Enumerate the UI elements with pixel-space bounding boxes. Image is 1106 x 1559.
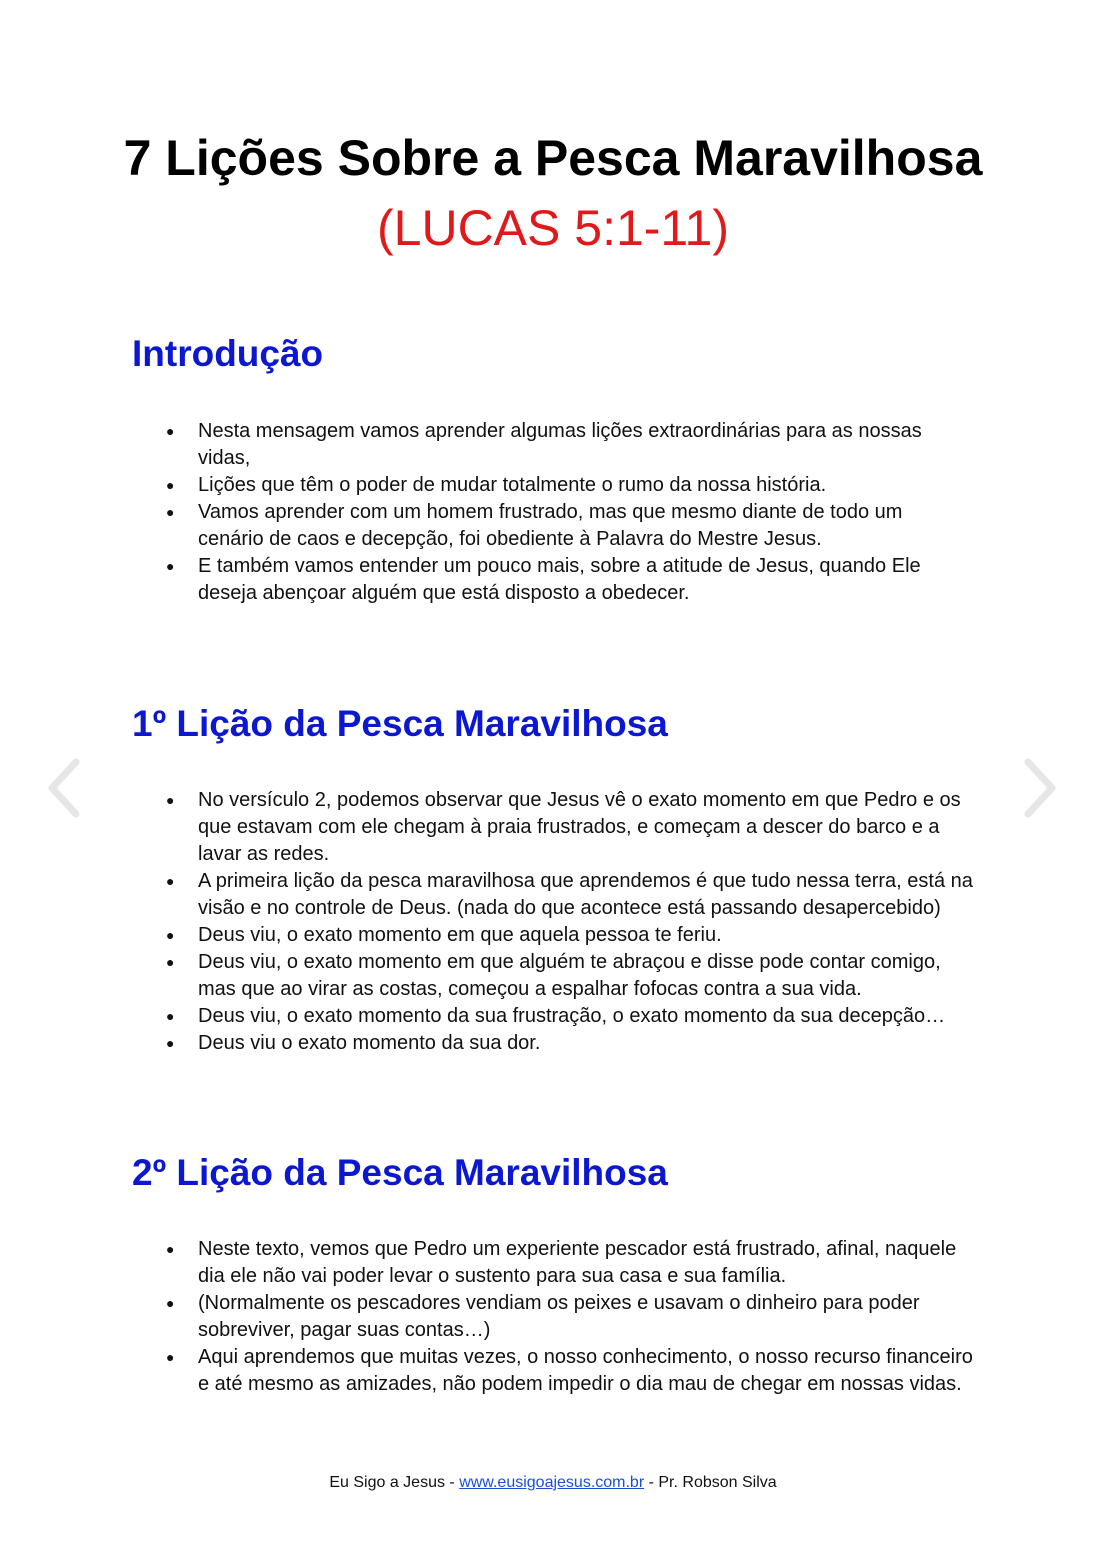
list-item-text: Neste texto, vemos que Pedro um experiente pescador está frustrado, afinal, naquele dia ele não vai poder levar o sustento para sua casa e sua família. [198, 1238, 957, 1287]
page-footer [0, 1472, 1106, 1494]
list-item [0, 1344, 973, 1398]
list-item-text: A primeira lição da pesca maravilhosa que aprendemos é que tudo nessa terra, está na visão e no controle de Deus. (nada do que acontece está passando desapercebido) [198, 870, 973, 919]
footer-suffix: - Pr. Robson Silva [644, 1474, 777, 1491]
bullet-icon: ● [166, 1295, 175, 1311]
list-item [0, 1290, 973, 1344]
bullet-icon: ● [166, 558, 175, 574]
bullet-icon: ● [166, 1035, 175, 1051]
list-item [0, 922, 973, 949]
list-item-text: Deus viu, o exato momento da sua frustração, o exato momento da sua decepção… [198, 1005, 946, 1027]
bullet-icon: ● [166, 927, 175, 943]
list-item [0, 1236, 973, 1290]
section-heading-licao-1: 1º Lição da Pesca Maravilhosa [132, 703, 668, 744]
list-item [0, 499, 973, 553]
list-item [0, 1003, 973, 1030]
chevron-left-icon [44, 758, 84, 818]
list-item [0, 787, 973, 868]
footer-website-link[interactable]: www.eusigoajesus.com.br [459, 1474, 645, 1491]
section-heading-introducao: Introdução [132, 333, 324, 374]
chevron-right-icon [1020, 758, 1060, 818]
document-subtitle: (LUCAS 5:1-11) [377, 200, 729, 256]
bullet-icon: ● [166, 477, 175, 493]
list-item [0, 1030, 973, 1057]
section-list-licao-2 [0, 1236, 1106, 1398]
document-title: 7 Lições Sobre a Pesca Maravilhosa [123, 130, 983, 186]
bullet-icon: ● [166, 1008, 175, 1024]
section-heading-licao-2: 2º Lição da Pesca Maravilhosa [132, 1152, 668, 1193]
bullet-icon: ● [166, 792, 175, 808]
list-item [0, 418, 973, 472]
list-item [0, 553, 973, 607]
list-item [0, 868, 973, 922]
bullet-icon: ● [166, 423, 175, 439]
bullet-icon: ● [166, 1349, 175, 1365]
list-item-text: Deus viu o exato momento da sua dor. [198, 1032, 541, 1054]
bullet-icon: ● [166, 873, 175, 889]
list-item-text: Nesta mensagem vamos aprender algumas lições extraordinárias para as nossas vidas, [198, 420, 922, 469]
list-item-text: Deus viu, o exato momento em que alguém te abraçou e disse pode contar comigo, mas que ao virar as costas, começou a espalhar fofocas contra a sua vida. [198, 951, 941, 1000]
list-item-text: No versículo 2, podemos observar que Jesus vê o exato momento em que Pedro e os que estavam com ele chegam à praia frustrados, e começam a descer do barco e a lavar as redes. [198, 789, 961, 865]
footer-prefix: Eu Sigo a Jesus - [329, 1474, 460, 1491]
section-list-introducao [0, 418, 1106, 607]
list-item [0, 949, 973, 1003]
bullet-icon: ● [166, 954, 175, 970]
section-list-licao-1 [0, 787, 1106, 1057]
bullet-icon: ● [166, 1241, 175, 1257]
list-item [0, 472, 973, 499]
bullet-icon: ● [166, 504, 175, 520]
list-item-text: Vamos aprender com um homem frustrado, mas que mesmo diante de todo um cenário de caos e decepção, foi obediente à Palavra do Mestre Jesus. [198, 501, 903, 550]
list-item-text: (Normalmente os pescadores vendiam os peixes e usavam o dinheiro para poder sobreviver, pagar suas contas…) [198, 1292, 920, 1341]
previous-page-button[interactable] [44, 758, 84, 818]
list-item-text: Aqui aprendemos que muitas vezes, o nosso conhecimento, o nosso recurso financeiro e até mesmo as amizades, não podem impedir o dia mau de chegar em nossas vidas. [198, 1346, 973, 1395]
list-item-text: E também vamos entender um pouco mais, sobre a atitude de Jesus, quando Ele deseja abençoar alguém que está disposto a obedecer. [198, 555, 921, 604]
list-item-text: Deus viu, o exato momento em que aquela pessoa te feriu. [198, 924, 722, 946]
list-item-text: Lições que têm o poder de mudar totalmente o rumo da nossa história. [198, 474, 827, 496]
next-page-button[interactable] [1020, 758, 1060, 818]
